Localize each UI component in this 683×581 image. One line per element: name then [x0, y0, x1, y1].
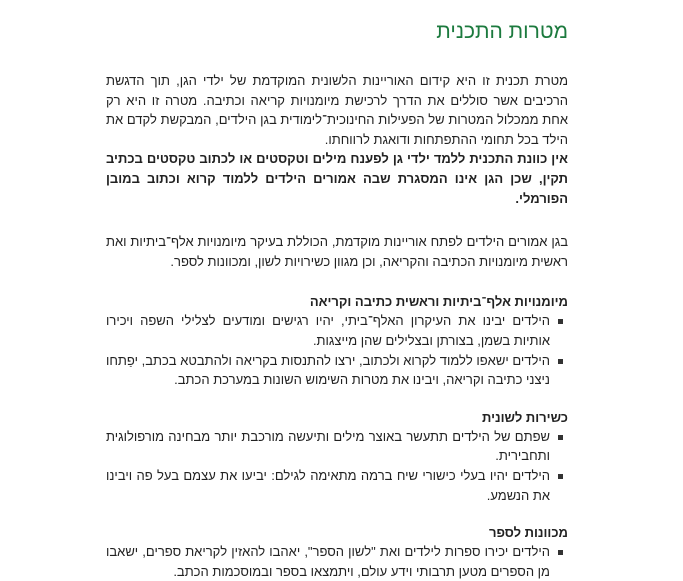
- bullet-list-alphabetic: [106, 311, 568, 389]
- section-heading-alphabetic: מיומנויות אלף־ביתיות וראשית כתיבה וקריאה: [309, 294, 568, 310]
- square-bullet-icon: [558, 474, 563, 479]
- square-bullet-icon: [558, 550, 563, 555]
- list-item: הילדים יבינו את העיקרון האלף־ביתי, יהיו רגישים ומודעים לצלילי השפה ויכירו אותיות בשמן, בצורתן ובצלילים שהן מייצגות.: [106, 311, 550, 350]
- list-item: שפתם של הילדים תתעשר באוצר מילים ותיעשה מורכבת יותר מבחינה מורפולוגית ותחבירית.: [106, 427, 550, 466]
- document: [106, 18, 568, 581]
- intro-paragraph: מטרת תכנית זו היא קידום האוריינות הלשונית המוקדמת של ילדי הגן, תוך הדגשת הרכיבים אשר סוללים את הדרך לרכישת מיומנויות קריאה וכתיבה. מטרה זו היא רק אחת ממכלול המטרות של הפעילות החינוכית־לימודית בגן הילדים, המבקשת לקדם את הילד בכל תחומי ההתפתחות ודואגת לרווחתו.: [106, 73, 568, 147]
- bullet-list-books: [106, 542, 568, 581]
- list-item: הילדים יכירו ספרות לילדים ואת "לשון הספר", יאהבו להאזין לקריאת ספרים, ישאבו מן הספרים מטען תרבותי וידע עולם, ויתמצאו בספר ובמוסכמות הכתב.: [106, 542, 550, 581]
- section-heading-books: מכוונות לספר: [488, 525, 568, 541]
- square-bullet-icon: [558, 435, 563, 440]
- list-item: הילדים יהיו בעלי כישורי שיח ברמה מתאימה לגילם: יביעו את עצמם בעל פה ויבינו את הנשמע.: [106, 466, 550, 505]
- square-bullet-icon: [558, 359, 563, 364]
- intro-bold-paragraph: אין כוונת התכנית ללמד ילדי גן לפענח מילים וטקסטים או לכתוב טקסטים בכתיב תקין, שכן הגן אינו המסגרת שבה אמורים הילדים ללמוד קרוא וכתוב במובן הפורמלי.: [106, 151, 568, 206]
- summary-paragraph: בגן אמורים הילדים לפתח אוריינות מוקדמת, הכוללת בעיקר מיומנויות אלף־ביתיות ואת ראשית מיומנויות הכתיבה והקריאה, וכן מגוון כשירויות לשון, ומכוונות לספר.: [106, 234, 568, 269]
- section-heading-linguistic: כשירות לשונית: [482, 409, 568, 425]
- bullet-list-linguistic: [106, 427, 568, 505]
- square-bullet-icon: [558, 319, 563, 324]
- list-item: הילדים ישאפו ללמוד לקרוא ולכתוב, ירצו להתנסות בקריאה ולהתבטא בכתב, יפַתחו ניצני כתיבה וקריאה, ויבינו את מטרות השימוש השונות במערכת הכתב.: [106, 351, 550, 390]
- page-title: מטרות התכנית: [436, 20, 568, 43]
